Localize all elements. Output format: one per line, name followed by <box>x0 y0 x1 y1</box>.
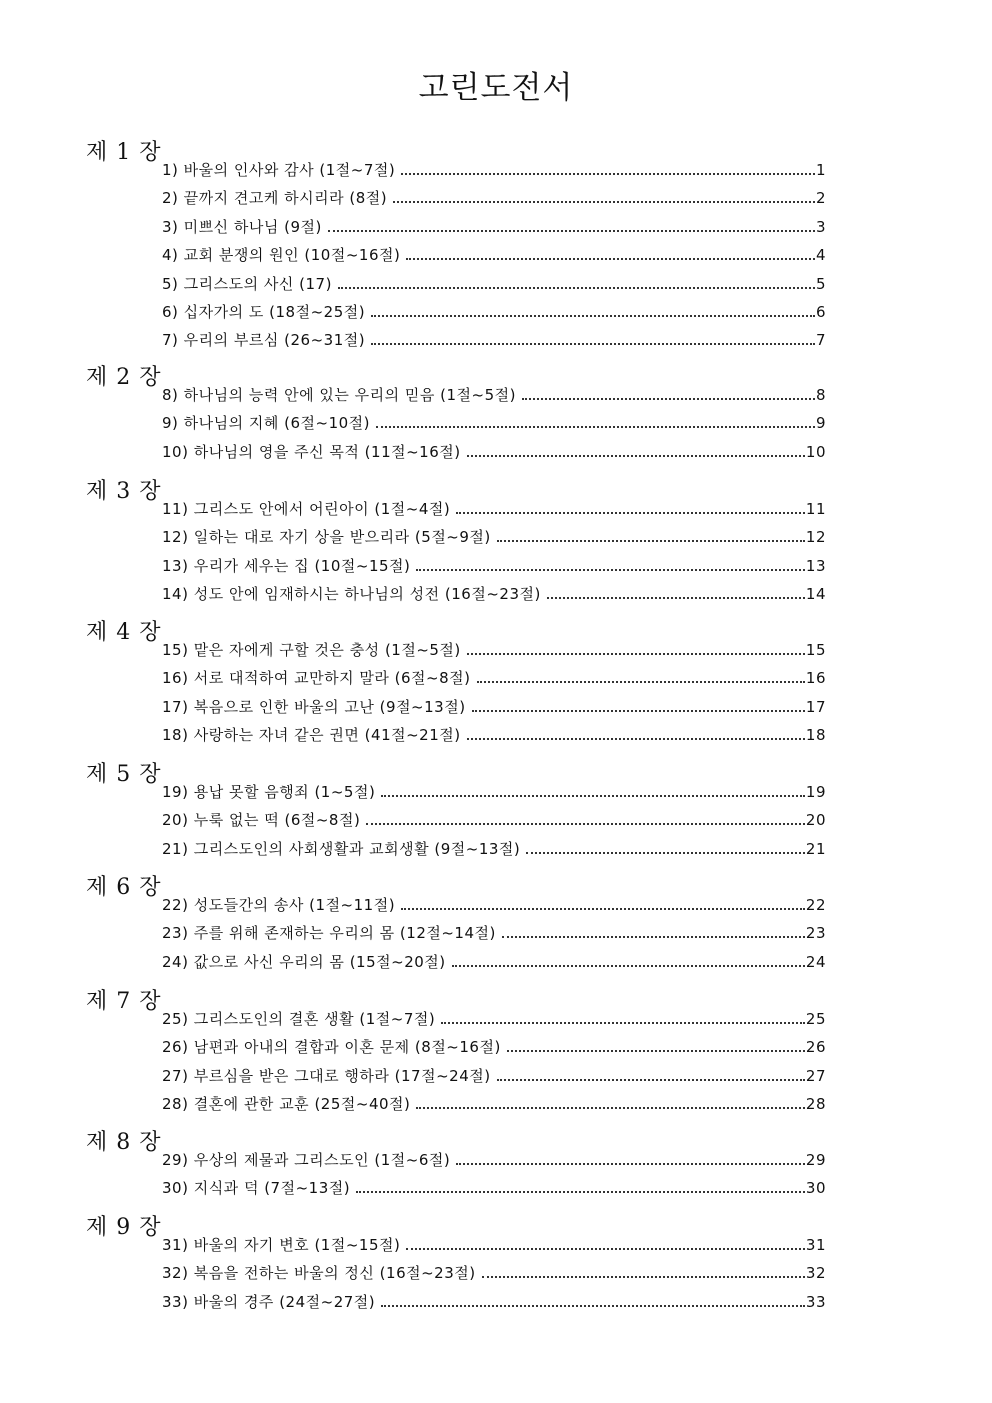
toc-entry[interactable] <box>162 244 826 266</box>
toc-entry-title: 4) 교회 분쟁의 원인 (10절~16절) <box>162 246 401 265</box>
dot-leader <box>376 426 815 428</box>
toc-entry-title: 10) 하나님의 영을 주신 목적 (11절~16절) <box>162 442 461 461</box>
dot-leader <box>401 173 815 175</box>
toc-entry-page-number: 30 <box>805 1179 826 1198</box>
dot-leader <box>497 1079 805 1081</box>
toc-entry[interactable] <box>162 696 826 718</box>
toc-entry[interactable] <box>162 894 826 916</box>
toc-entry-title: 20) 누룩 없는 떡 (6절~8절) <box>162 811 361 830</box>
toc-entry-title: 19) 용납 못할 음행죄 (1~5절) <box>162 783 376 801</box>
toc-entry-page-number: 16 <box>805 669 826 688</box>
toc-entry-page-number: 27 <box>805 1066 826 1085</box>
chapter-heading: 제 7 장 <box>86 989 162 1014</box>
toc-entry-title: 16) 서로 대적하여 교만하지 말라 (6절~8절) <box>162 669 471 688</box>
toc-entry-page-number: 33 <box>805 1292 826 1311</box>
toc-entry-title: 6) 십자가의 도 (18절~25절) <box>162 303 366 321</box>
toc-entry-title: 30) 지식과 덕 (7절~13절) <box>162 1179 351 1198</box>
toc-entry-title: 21) 그리스도인의 사회생활과 교회생활 (9절~13절) <box>162 839 521 858</box>
toc-entry-title: 28) 결혼에 관한 교훈 (25절~40절) <box>162 1095 411 1114</box>
dot-leader <box>371 343 815 345</box>
toc-entry[interactable] <box>162 1008 826 1030</box>
dot-leader <box>467 738 805 740</box>
toc-entry-page-number: 20 <box>805 811 826 830</box>
toc-entry[interactable] <box>162 724 826 746</box>
toc-entry-page-number: 8 <box>815 386 826 404</box>
toc-entry-page-number: 12 <box>805 528 826 547</box>
toc-entry[interactable] <box>162 639 826 661</box>
toc-entry[interactable] <box>162 301 826 323</box>
dot-leader <box>401 908 805 910</box>
dot-leader <box>482 1276 805 1278</box>
toc-entry[interactable] <box>162 555 826 577</box>
dot-leader <box>526 852 805 854</box>
toc-entry[interactable] <box>162 1177 826 1199</box>
toc-entry[interactable] <box>162 526 826 548</box>
toc-entry-title: 13) 우리가 세우는 집 (10절~15절) <box>162 556 411 575</box>
toc-entry-page-number: 31 <box>805 1236 826 1254</box>
toc-entry-title: 7) 우리의 부르심 (26~31절) <box>162 331 366 350</box>
chapter-heading: 제 5 장 <box>86 762 162 787</box>
dot-leader <box>497 540 805 542</box>
toc-entry-page-number: 3 <box>815 217 826 236</box>
dot-leader <box>467 455 805 457</box>
toc-entry-title: 14) 성도 안에 임재하시는 하나님의 성전 (16절~23절) <box>162 585 541 604</box>
toc-entry[interactable] <box>162 384 826 406</box>
toc-entry-page-number: 11 <box>805 500 826 518</box>
toc-entry[interactable] <box>162 809 826 831</box>
toc-entry-title: 5) 그리스도의 사신 (17) <box>162 274 332 293</box>
toc-entry[interactable] <box>162 838 826 860</box>
toc-entry-page-number: 2 <box>815 189 826 208</box>
toc-entry-page-number: 5 <box>815 274 826 293</box>
toc-entry-page-number: 18 <box>805 726 826 745</box>
toc-entry-title: 2) 끝까지 견고케 하시리라 (8절) <box>162 189 388 208</box>
toc-entry[interactable] <box>162 1036 826 1058</box>
toc-entry[interactable] <box>162 1065 826 1087</box>
toc-entry-page-number: 29 <box>805 1151 826 1169</box>
chapter-heading: 제 8 장 <box>86 1130 162 1155</box>
dot-leader <box>452 965 805 967</box>
dot-leader <box>366 823 805 825</box>
toc-entry-page-number: 21 <box>805 839 826 858</box>
toc-entry-page-number: 24 <box>805 952 826 971</box>
toc-entry[interactable] <box>162 583 826 605</box>
toc-entry-title: 23) 주를 위해 존재하는 우리의 몸 (12절~14절) <box>162 924 496 943</box>
toc-entry-title: 15) 맡은 자에게 구할 것은 충성 (1절~5절) <box>162 641 461 659</box>
dot-leader <box>393 201 815 203</box>
toc-entry-title: 32) 복음을 전하는 바울의 정신 (16절~23절) <box>162 1264 476 1283</box>
toc-entry-page-number: 1 <box>815 161 826 179</box>
toc-entry[interactable] <box>162 1149 826 1171</box>
toc-entry-page-number: 14 <box>805 585 826 604</box>
dot-leader <box>502 936 805 938</box>
chapter-heading: 제 1 장 <box>86 140 162 165</box>
dot-leader <box>406 258 815 260</box>
toc-entry-page-number: 23 <box>805 924 826 943</box>
toc-entry-title: 9) 하나님의 지혜 (6절~10절) <box>162 414 371 433</box>
toc-entry-title: 29) 우상의 제물과 그리스도인 (1절~6절) <box>162 1151 451 1169</box>
toc-entry[interactable] <box>162 781 826 803</box>
dot-leader <box>507 1050 805 1052</box>
dot-leader <box>381 795 805 797</box>
toc-entry-page-number: 26 <box>805 1038 826 1057</box>
chapter-heading: 제 4 장 <box>86 620 162 645</box>
dot-leader <box>356 1191 805 1193</box>
toc-entry[interactable] <box>162 1234 826 1256</box>
toc-entry[interactable] <box>162 1291 826 1313</box>
toc-entry[interactable] <box>162 273 826 295</box>
toc-entry-title: 33) 바울의 경주 (24절~27절) <box>162 1292 376 1311</box>
toc-entry-title: 26) 남편과 아내의 결합과 이혼 문제 (8절~16절) <box>162 1038 501 1057</box>
toc-entry-title: 22) 성도들간의 송사 (1절~11절) <box>162 896 396 914</box>
dot-leader <box>547 597 805 599</box>
toc-entry-page-number: 17 <box>805 697 826 716</box>
toc-entry[interactable] <box>162 159 826 181</box>
toc-entry-title: 24) 값으로 사신 우리의 몸 (15절~20절) <box>162 952 446 971</box>
dot-leader <box>338 287 815 289</box>
toc-entry-page-number: 25 <box>805 1010 826 1028</box>
toc-entry-page-number: 4 <box>815 246 826 265</box>
dot-leader <box>371 315 815 317</box>
toc-entry-page-number: 28 <box>805 1095 826 1114</box>
dot-leader <box>416 569 805 571</box>
toc-entry-title: 25) 그리스도인의 결혼 생활 (1절~7절) <box>162 1010 436 1028</box>
dot-leader <box>406 1248 805 1250</box>
toc-entry-page-number: 15 <box>805 641 826 659</box>
toc-entry-page-number: 9 <box>815 414 826 433</box>
toc-entry[interactable] <box>162 1262 826 1284</box>
chapter-heading: 제 2 장 <box>86 365 162 390</box>
toc-entry-title: 31) 바울의 자기 변호 (1절~15절) <box>162 1236 401 1254</box>
toc-entry[interactable] <box>162 667 826 689</box>
dot-leader <box>477 681 805 683</box>
toc-entry-title: 3) 미쁘신 하나님 (9절) <box>162 217 322 236</box>
dot-leader <box>522 398 815 400</box>
toc-entry[interactable] <box>162 441 826 463</box>
toc-entry[interactable] <box>162 922 826 944</box>
toc-entry-title: 8) 하나님의 능력 안에 있는 우리의 믿음 (1절~5절) <box>162 386 516 404</box>
dot-leader <box>456 1163 805 1165</box>
toc-entry[interactable] <box>162 216 826 238</box>
dot-leader <box>467 653 805 655</box>
toc-entry-page-number: 10 <box>805 442 826 461</box>
dot-leader <box>472 710 805 712</box>
toc-entry-title: 12) 일하는 대로 자기 상을 받으리라 (5절~9절) <box>162 528 491 547</box>
dot-leader <box>456 512 805 514</box>
dot-leader <box>328 230 815 232</box>
toc-entry-page-number: 19 <box>805 783 826 801</box>
toc-entry-page-number: 32 <box>805 1264 826 1283</box>
toc-entry-page-number: 7 <box>815 331 826 350</box>
toc-entry-page-number: 22 <box>805 896 826 914</box>
toc-entry-page-number: 6 <box>815 303 826 321</box>
dot-leader <box>441 1022 805 1024</box>
document-title: 고린도전서 <box>418 70 574 106</box>
dot-leader <box>416 1107 805 1109</box>
toc-entry-title: 27) 부르심을 받은 그대로 행하라 (17절~24절) <box>162 1066 491 1085</box>
chapter-heading: 제 3 장 <box>86 479 162 504</box>
toc-entry[interactable] <box>162 1093 826 1115</box>
toc-entry-page-number: 13 <box>805 556 826 575</box>
chapter-heading: 제 6 장 <box>86 875 162 900</box>
toc-entry[interactable] <box>162 329 826 351</box>
chapter-heading: 제 9 장 <box>86 1215 162 1240</box>
toc-entry[interactable] <box>162 187 826 209</box>
dot-leader <box>381 1305 805 1307</box>
toc-entry-title: 11) 그리스도 안에서 어린아이 (1절~4절) <box>162 500 451 518</box>
toc-entry[interactable] <box>162 951 826 973</box>
toc-entry[interactable] <box>162 412 826 434</box>
toc-entry[interactable] <box>162 498 826 520</box>
toc-entry-title: 1) 바울의 인사와 감사 (1절~7절) <box>162 161 396 179</box>
toc-entry-title: 17) 복음으로 인한 바울의 고난 (9절~13절) <box>162 697 466 716</box>
toc-entry-title: 18) 사랑하는 자녀 같은 권면 (41절~21절) <box>162 726 461 745</box>
